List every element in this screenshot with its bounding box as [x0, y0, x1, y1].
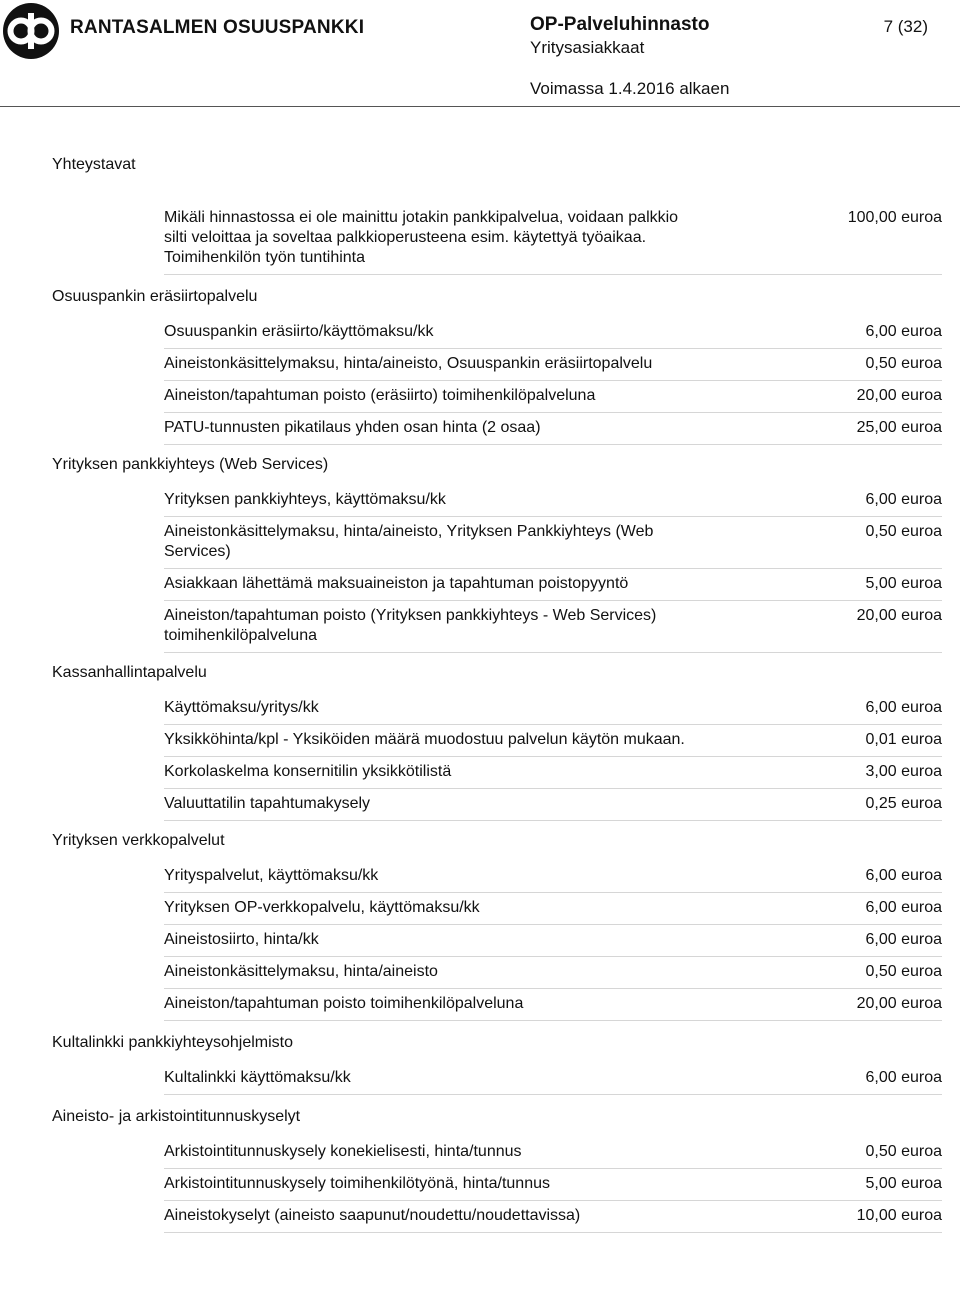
section-title: Yrityksen verkkopalvelut [52, 832, 225, 849]
price-row [164, 381, 942, 413]
service-description: Asiakkaan lähettämä maksuaineiston ja tapahtuman poistopyyntö [164, 575, 629, 592]
section-title: Yrityksen pankkiyhteys (Web Services) [52, 456, 329, 473]
service-price: 5,00 euroa [865, 1175, 942, 1192]
service-price: 0,50 euroa [865, 355, 942, 372]
page-number: 7 (32) [883, 17, 928, 36]
service-price: 20,00 euroa [856, 607, 942, 624]
service-price: 0,01 euroa [865, 731, 942, 748]
service-description: Yrityksen OP-verkkopalvelu, käyttömaksu/kk [164, 899, 480, 916]
price-row [164, 725, 942, 757]
service-price: 5,00 euroa [865, 575, 942, 592]
service-description: Yrityksen pankkiyhteys, käyttömaksu/kk [164, 491, 446, 508]
price-row [164, 989, 942, 1021]
section-title: Aineisto- ja arkistointitunnuskyselyt [52, 1108, 301, 1125]
price-row [164, 601, 942, 653]
price-section [0, 455, 960, 653]
price-row [164, 485, 942, 517]
service-price: 6,00 euroa [865, 491, 942, 508]
service-price: 20,00 euroa [856, 995, 942, 1012]
price-row [164, 1169, 942, 1201]
service-price: 0,50 euroa [865, 1143, 942, 1160]
service-description: Yksikköhinta/kpl - Yksiköiden määrä muodostuu palvelun käytön mukaan. [164, 731, 685, 748]
header-divider [0, 106, 960, 107]
price-row [164, 893, 942, 925]
price-rows [164, 1137, 942, 1233]
price-row [164, 349, 942, 381]
service-price: 0,25 euroa [865, 795, 942, 812]
service-description: Valuuttatilin tapahtumakysely [164, 795, 371, 812]
service-description: Aineistokyselyt (aineisto saapunut/noudettu/noudettavissa) [164, 1207, 581, 1224]
service-description: Käyttömaksu/yritys/kk [164, 699, 319, 716]
price-row [164, 413, 942, 445]
service-description: Aineistosiirto, hinta/kk [164, 931, 319, 948]
service-description: Aineiston/tapahtuman poisto (eräsiirto) toimihenkilöpalveluna [164, 387, 596, 404]
op-logo-icon [2, 2, 60, 60]
price-section [0, 287, 960, 445]
price-rows [164, 693, 942, 821]
price-rows [164, 861, 942, 1021]
price-section [0, 663, 960, 821]
section-title: Yhteystavat [52, 156, 136, 173]
price-section [0, 1107, 960, 1233]
price-rows [164, 485, 942, 653]
service-price: 0,50 euroa [865, 963, 942, 980]
price-rows [164, 1063, 942, 1095]
price-rows [164, 203, 942, 275]
price-row [164, 569, 942, 601]
service-description: Osuuspankin eräsiirto/käyttömaksu/kk [164, 323, 434, 340]
valid-from: Voimassa 1.4.2016 alkaen [530, 79, 730, 98]
service-description: Mikäli hinnastossa ei ole mainittu jotakin pankkipalvelua, voidaan palkkio silti veloittaa ja soveltaa palkkioperusteena esim. käytettyä työaikaa. Toimihenkilön työn tuntihinta [164, 209, 679, 266]
service-price: 6,00 euroa [865, 931, 942, 948]
price-list [0, 150, 960, 1233]
service-description: Kultalinkki käyttömaksu/kk [164, 1069, 351, 1086]
service-description: Aineiston/tapahtuman poisto toimihenkilöpalveluna [164, 995, 524, 1012]
service-description: Aineistonkäsittelymaksu, hinta/aineisto, Osuuspankin eräsiirtopalvelu [164, 355, 653, 372]
price-section [0, 155, 960, 275]
price-row [164, 517, 942, 569]
price-row [164, 861, 942, 893]
bank-name: RANTASALMEN OSUUSPANKKI [70, 17, 365, 38]
price-row [164, 957, 942, 989]
price-row [164, 757, 942, 789]
service-price: 6,00 euroa [865, 699, 942, 716]
service-price: 6,00 euroa [865, 867, 942, 884]
price-section [0, 1033, 960, 1095]
service-description: Aineiston/tapahtuman poisto (Yrityksen pankkiyhteys - Web Services) toimihenkilöpalveluna [164, 607, 657, 644]
service-description: PATU-tunnusten pikatilaus yhden osan hinta (2 osaa) [164, 419, 541, 436]
service-price: 6,00 euroa [865, 323, 942, 340]
section-title: Osuuspankin eräsiirtopalvelu [52, 288, 258, 305]
document-title: OP-Palveluhinnasto [530, 14, 710, 35]
service-description: Yrityspalvelut, käyttömaksu/kk [164, 867, 379, 884]
service-price: 100,00 euroa [847, 209, 942, 226]
service-price: 6,00 euroa [865, 1069, 942, 1086]
service-description: Arkistointitunnuskysely toimihenkilötyönä, hinta/tunnus [164, 1175, 550, 1192]
price-row [164, 203, 942, 275]
price-row [164, 1137, 942, 1169]
price-row [164, 1063, 942, 1095]
service-price: 25,00 euroa [856, 419, 942, 436]
service-description: Aineistonkäsittelymaksu, hinta/aineisto, Yrityksen Pankkiyhteys (Web Services) [164, 523, 654, 560]
service-description: Korkolaskelma konsernitilin yksikkötilistä [164, 763, 452, 780]
price-section [0, 831, 960, 1021]
price-row [164, 317, 942, 349]
section-title: Kultalinkki pankkiyhteysohjelmisto [52, 1034, 293, 1051]
service-price: 3,00 euroa [865, 763, 942, 780]
price-row [164, 693, 942, 725]
price-row [164, 789, 942, 821]
price-row [164, 1201, 942, 1233]
page-header [0, 0, 960, 110]
service-description: Arkistointitunnuskysely konekielisesti, hinta/tunnus [164, 1143, 522, 1160]
service-price: 20,00 euroa [856, 387, 942, 404]
service-price: 10,00 euroa [856, 1207, 942, 1224]
service-price: 0,50 euroa [865, 523, 942, 540]
service-description: Aineistonkäsittelymaksu, hinta/aineisto [164, 963, 438, 980]
price-row [164, 925, 942, 957]
price-rows [164, 317, 942, 445]
document-subtitle: Yritysasiakkaat [530, 38, 645, 57]
service-price: 6,00 euroa [865, 899, 942, 916]
section-title: Kassanhallintapalvelu [52, 664, 207, 681]
